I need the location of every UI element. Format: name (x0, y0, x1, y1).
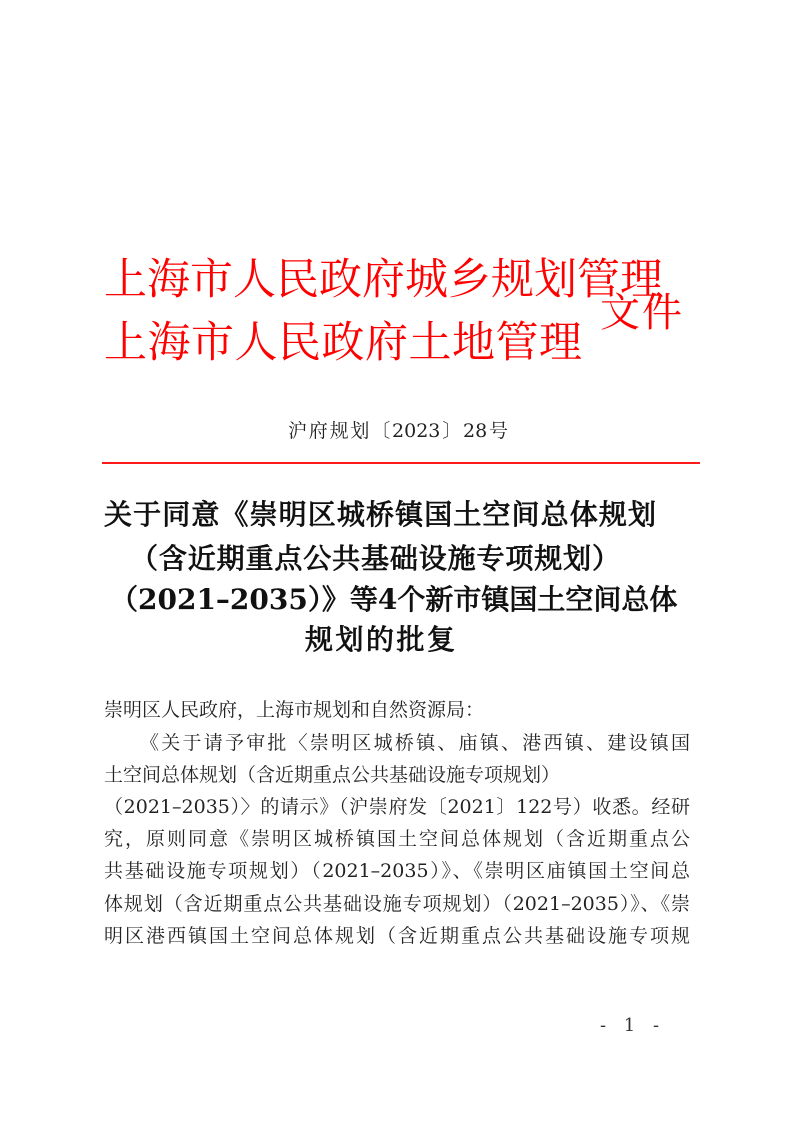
body-line: 究，原则同意《崇明区城桥镇国土空间总体规划（含近期重点公 (104, 828, 690, 850)
document-title-line-4: 规划的批复 (305, 623, 455, 656)
masthead-line-1: 上海市人民政府城乡规划管理 (104, 255, 663, 305)
body-line: 明区港西镇国土空间总体规划（含近期重点公共基础设施专项规 (104, 925, 690, 947)
salutation: 崇明区人民政府，上海市规划和自然资源局： (104, 699, 485, 721)
body-line: 土空间总体规划（含近期重点公共基础设施专项规划） (104, 764, 561, 786)
document-title-line-3: （2021–2035）》等4个新市镇国土空间总体 (110, 583, 678, 616)
masthead-line-2: 上海市人民政府土地管理 (104, 318, 582, 368)
body-line: 共基础设施专项规划）（2021–2035）》、《崇明区庙镇国土空间总 (104, 860, 690, 882)
body-line: 《关于请予审批〈崇明区城桥镇、庙镇、港西镇、建设镇国 (140, 732, 690, 754)
page-number: - 1 - (600, 1015, 666, 1036)
red-divider-rule (102, 462, 700, 464)
masthead-suffix: 文件 (600, 290, 682, 336)
document-title-line-1: 关于同意《崇明区城桥镇国土空间总体规划 (104, 498, 656, 531)
body-line: 体规划（含近期重点公共基础设施专项规划）（2021–2035）》、《崇 (104, 893, 690, 915)
document-title-line-2: （含近期重点公共基础设施专项规划） (130, 542, 620, 575)
document-number: 沪府规划〔2023〕28号 (288, 420, 508, 442)
body-line: （2021–2035）〉的请示》（沪崇府发〔2021〕122号）收悉。经研 (104, 796, 690, 818)
